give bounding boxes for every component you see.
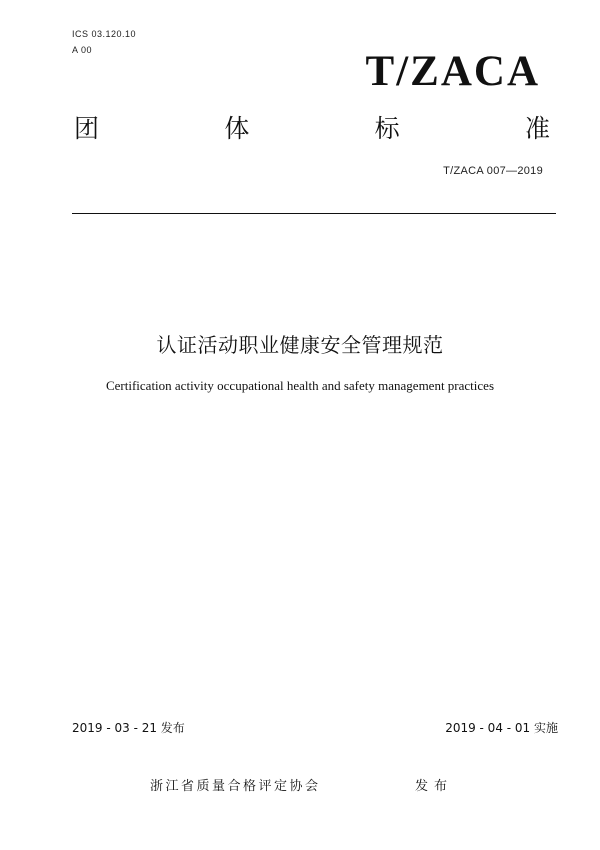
- standard-type-char: 团: [74, 114, 100, 143]
- standard-brand: T/ZACA: [365, 48, 540, 95]
- document-title-english: Certification activity occupational health and safety management practices: [105, 378, 495, 393]
- standard-type: [74, 116, 550, 141]
- standard-type-char: 标: [374, 114, 400, 143]
- issue-date: 2019 - 03 - 21 发布: [72, 721, 185, 735]
- implementation-date: 2019 - 04 - 01 实施: [445, 721, 558, 735]
- ics-code: ICS 03.120.10: [72, 29, 137, 39]
- header-divider: [72, 213, 556, 214]
- ccs-code: A 00: [72, 45, 93, 55]
- publish-label: 发布: [415, 779, 454, 794]
- publisher-name: 浙江省质量合格评定协会: [150, 779, 321, 794]
- standard-type-char: 准: [524, 114, 550, 143]
- standard-number: T/ZACA 007—2019: [443, 165, 543, 177]
- document-title-chinese: 认证活动职业健康安全管理规范: [156, 333, 444, 357]
- standard-type-char: 体: [224, 114, 250, 143]
